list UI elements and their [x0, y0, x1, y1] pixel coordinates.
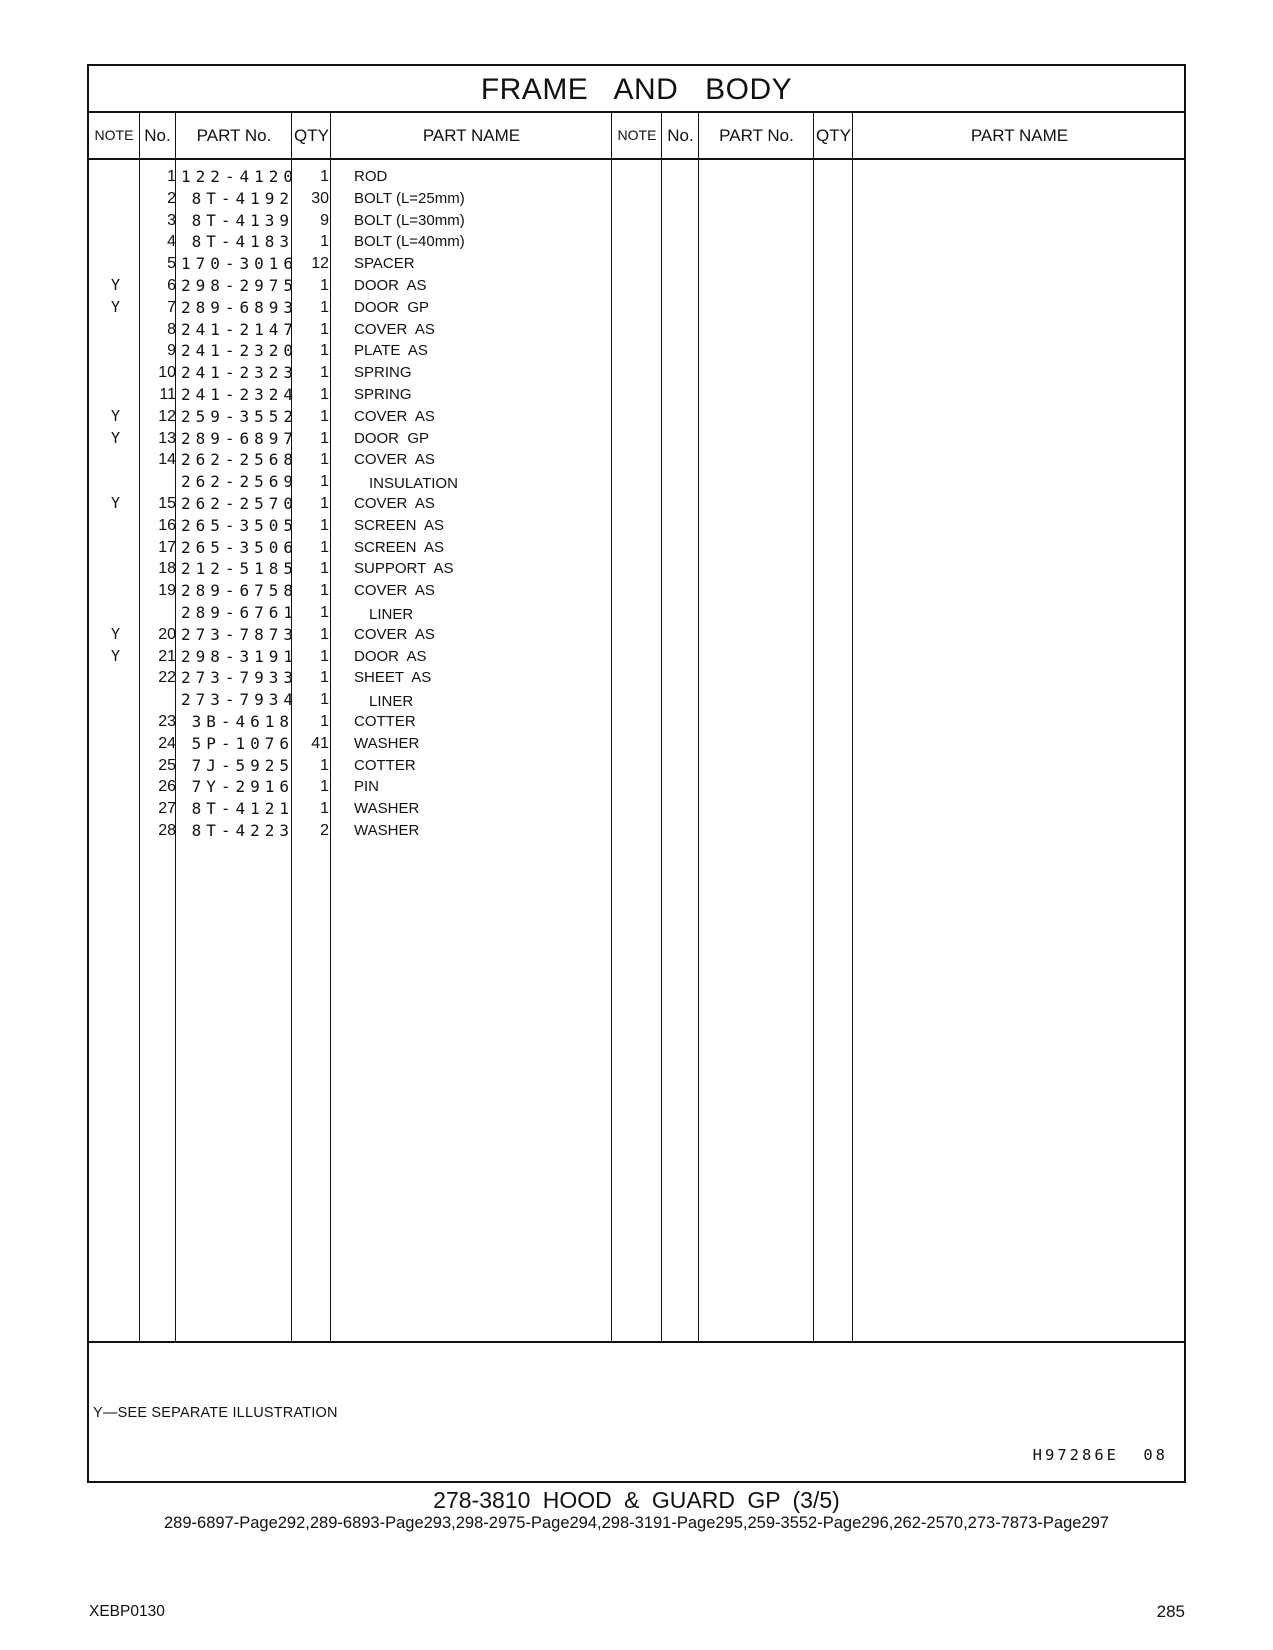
row-part-name: COVER AS — [354, 407, 435, 425]
row-quantity: 1 — [320, 604, 329, 621]
row-part-name: WASHER — [354, 822, 420, 839]
row-part-number: 298-3191 — [181, 646, 299, 666]
row-part-name: SPACER — [354, 255, 415, 273]
header-qty-right: QTY — [816, 126, 851, 145]
row-quantity: 1 — [320, 386, 329, 403]
table-row — [89, 209, 1184, 232]
row-number: 4 — [167, 233, 176, 251]
row-number: 15 — [158, 495, 176, 512]
row-quantity: 1 — [320, 669, 329, 687]
table-row — [89, 405, 1184, 428]
row-quantity: 1 — [320, 473, 329, 491]
row-note: Y — [110, 297, 121, 316]
row-part-name: DOOR AS — [354, 647, 427, 665]
header-part-name: PART NAME — [422, 126, 521, 145]
row-quantity: 41 — [311, 734, 329, 752]
row-quantity: 1 — [320, 298, 329, 316]
row-part-name: COTTER — [354, 713, 416, 730]
row-part-number: 273-7934 — [181, 690, 299, 710]
row-quantity: 1 — [320, 429, 329, 447]
row-note: Y — [110, 428, 121, 447]
row-part-number: 241-2147 — [181, 319, 299, 339]
table-row — [89, 252, 1184, 275]
row-quantity: 1 — [320, 625, 329, 643]
header-part-no-right: PART No. — [719, 126, 794, 145]
row-part-number: 265-3505 — [181, 515, 299, 535]
row-part-name: SPRING — [354, 364, 412, 382]
row-quantity: 12 — [311, 255, 329, 273]
row-quantity: 9 — [320, 211, 329, 229]
row-part-name: ROD — [354, 168, 388, 185]
document-id: XEBP0130 — [89, 1603, 165, 1620]
row-part-name: COVER AS — [354, 451, 435, 469]
row-part-number: 122-4120 — [181, 167, 299, 186]
row-part-number: 8T-4223 — [191, 821, 294, 840]
row-number: 23 — [158, 713, 176, 730]
row-part-number: 7J-5925 — [191, 755, 294, 775]
table-row — [89, 797, 1184, 820]
table-row — [89, 296, 1184, 319]
table-row — [89, 448, 1184, 471]
header-part-no: PART No. — [196, 126, 272, 145]
row-part-number: 212-5185 — [181, 559, 299, 579]
page-references: 289-6897-Page292,289-6893-Page293,298-2975-Page294,298-3191-Page295,259-3552-Page296,262-2570,273-7873-Page297 — [164, 1514, 1109, 1532]
row-part-number: 289-6897 — [181, 428, 299, 448]
row-part-name: BOLT (L=25mm) — [354, 189, 465, 207]
row-quantity: 2 — [320, 822, 329, 839]
parts-list-sheet — [87, 64, 1186, 1483]
row-number: 20 — [158, 625, 176, 643]
table-row — [89, 754, 1184, 777]
row-part-number: 241-2323 — [181, 363, 299, 383]
row-part-number: 273-7933 — [181, 668, 299, 688]
table-row — [89, 339, 1184, 362]
table-row — [89, 601, 1184, 624]
table-row — [89, 579, 1184, 602]
row-part-name: PIN — [354, 778, 380, 796]
row-part-number: 289-6761 — [181, 603, 299, 622]
row-quantity: 1 — [320, 320, 329, 338]
row-part-number: 241-2324 — [181, 385, 299, 404]
row-quantity: 30 — [311, 189, 329, 207]
table-row — [89, 318, 1184, 341]
row-quantity: 1 — [320, 713, 329, 730]
row-part-number: 5P-1076 — [191, 733, 294, 753]
row-part-name: COVER AS — [354, 495, 435, 512]
row-part-number: 262-2568 — [181, 450, 299, 470]
row-quantity: 1 — [320, 364, 329, 382]
table-row — [89, 427, 1184, 450]
row-part-number: 7Y-2916 — [191, 777, 294, 797]
row-number: 24 — [158, 734, 176, 752]
row-note: Y — [110, 494, 121, 512]
table-header — [89, 113, 1184, 160]
table-row — [89, 645, 1184, 668]
row-part-name: DOOR AS — [354, 277, 427, 294]
table-row — [89, 383, 1184, 406]
row-number: 28 — [158, 822, 176, 839]
row-quantity: 1 — [320, 233, 329, 251]
row-quantity: 1 — [320, 168, 329, 185]
row-quantity: 1 — [320, 778, 329, 796]
row-quantity: 1 — [320, 516, 329, 534]
row-quantity: 1 — [320, 756, 329, 774]
table-row — [89, 688, 1184, 711]
page-number: 285 — [1156, 1602, 1185, 1621]
row-quantity: 1 — [320, 647, 329, 665]
row-number: 22 — [158, 669, 176, 687]
row-part-number: 170-3016 — [181, 254, 299, 274]
row-number: 26 — [158, 778, 176, 796]
row-number: 7 — [167, 298, 176, 316]
row-part-name: COVER AS — [354, 582, 435, 600]
row-part-number: 262-2569 — [181, 472, 299, 492]
table-row — [89, 819, 1184, 842]
table-bottom-rule — [89, 1341, 1184, 1343]
row-part-name: DOOR GP — [354, 298, 430, 316]
row-part-name: PLATE AS — [354, 342, 428, 360]
row-quantity: 1 — [320, 800, 329, 818]
row-part-number: 289-6893 — [181, 297, 299, 317]
table-row — [89, 187, 1184, 210]
row-number: 11 — [159, 386, 176, 403]
row-number: 13 — [158, 429, 176, 447]
row-number: 8 — [167, 320, 176, 338]
table-row — [89, 514, 1184, 537]
row-quantity: 1 — [320, 277, 329, 294]
row-quantity: 1 — [320, 560, 329, 578]
row-number: 27 — [158, 800, 176, 818]
row-number: 16 — [158, 516, 176, 534]
row-quantity: 1 — [320, 451, 329, 469]
table-row — [89, 165, 1184, 188]
row-note: Y — [110, 276, 121, 294]
row-part-number: 8T-4121 — [191, 799, 294, 819]
row-part-name: LINER — [369, 693, 414, 711]
table-row — [89, 361, 1184, 384]
row-part-name: WASHER — [354, 800, 420, 818]
row-quantity: 1 — [320, 582, 329, 600]
header-no: No. — [144, 126, 171, 145]
row-part-name: SHEET AS — [354, 669, 432, 687]
row-part-name: LINER — [369, 606, 414, 623]
row-part-name: COTTER — [354, 756, 416, 774]
row-number: 3 — [167, 211, 176, 229]
table-row — [89, 274, 1184, 297]
row-number: 17 — [158, 538, 176, 556]
row-part-number: 289-6758 — [181, 581, 299, 601]
row-part-number: 8T-4183 — [191, 232, 294, 252]
row-number: 1 — [167, 168, 176, 185]
row-number: 19 — [158, 582, 176, 600]
table-row — [89, 732, 1184, 755]
row-part-name: WASHER — [354, 734, 420, 752]
row-number: 18 — [158, 560, 176, 578]
row-quantity: 1 — [320, 691, 329, 709]
row-number: 12 — [158, 407, 176, 425]
table-row — [89, 230, 1184, 253]
row-part-name: SCREEN AS — [354, 538, 445, 556]
row-number: 5 — [167, 255, 176, 273]
table-row — [89, 492, 1184, 515]
table-row — [89, 470, 1184, 493]
row-part-number: 262-2570 — [181, 494, 299, 513]
row-part-number: 259-3552 — [181, 406, 299, 426]
row-quantity: 1 — [320, 407, 329, 425]
row-part-number: 8T-4139 — [191, 210, 294, 230]
row-part-number: 3B-4618 — [191, 712, 294, 731]
row-number: 6 — [167, 277, 176, 294]
header-note: NOTE — [94, 127, 134, 143]
row-part-name: BOLT (L=30mm) — [354, 211, 465, 229]
row-part-number: 8T-4192 — [191, 188, 294, 208]
row-number: 25 — [158, 756, 176, 774]
row-part-name: COVER AS — [354, 625, 435, 643]
table-row — [89, 775, 1184, 798]
header-note-right: NOTE — [617, 127, 657, 143]
row-number: 10 — [158, 364, 176, 382]
header-no-right: No. — [667, 126, 694, 145]
table-row — [89, 557, 1184, 580]
page-title: FRAME AND BODY — [89, 66, 1184, 113]
row-part-name: INSULATION — [369, 475, 458, 493]
row-note: Y — [110, 646, 121, 665]
table-row — [89, 623, 1184, 646]
row-number: 2 — [167, 189, 176, 207]
header-qty: QTY — [294, 126, 329, 145]
footnote: Y—SEE SEPARATE ILLUSTRATION — [93, 1405, 338, 1421]
group-caption: 278-3810 HOOD & GUARD GP (3/5) — [433, 1487, 840, 1513]
row-part-name: BOLT (L=40mm) — [354, 233, 465, 251]
table-row — [89, 536, 1184, 559]
row-quantity: 1 — [320, 538, 329, 556]
row-part-name: DOOR GP — [354, 429, 430, 447]
row-number: 21 — [158, 647, 176, 665]
row-part-number: 265-3506 — [181, 537, 299, 557]
row-part-name: SCREEN AS — [354, 516, 445, 534]
row-part-number: 298-2975 — [181, 276, 299, 295]
row-quantity: 1 — [320, 495, 329, 512]
row-note: Y — [110, 624, 121, 643]
row-quantity: 1 — [320, 342, 329, 360]
illustration-code: H97286E 08 — [1032, 1446, 1168, 1464]
row-number: 14 — [158, 451, 176, 469]
row-part-number: 241-2320 — [181, 341, 299, 361]
row-part-name: SPRING — [354, 386, 412, 403]
row-part-name: SUPPORT AS — [354, 560, 454, 578]
table-row — [89, 666, 1184, 689]
row-note: Y — [110, 406, 121, 425]
row-part-number: 273-7873 — [181, 624, 299, 644]
row-number: 9 — [167, 342, 176, 360]
table-row — [89, 710, 1184, 733]
row-part-name: COVER AS — [354, 320, 435, 338]
header-part-name-right: PART NAME — [970, 126, 1069, 145]
